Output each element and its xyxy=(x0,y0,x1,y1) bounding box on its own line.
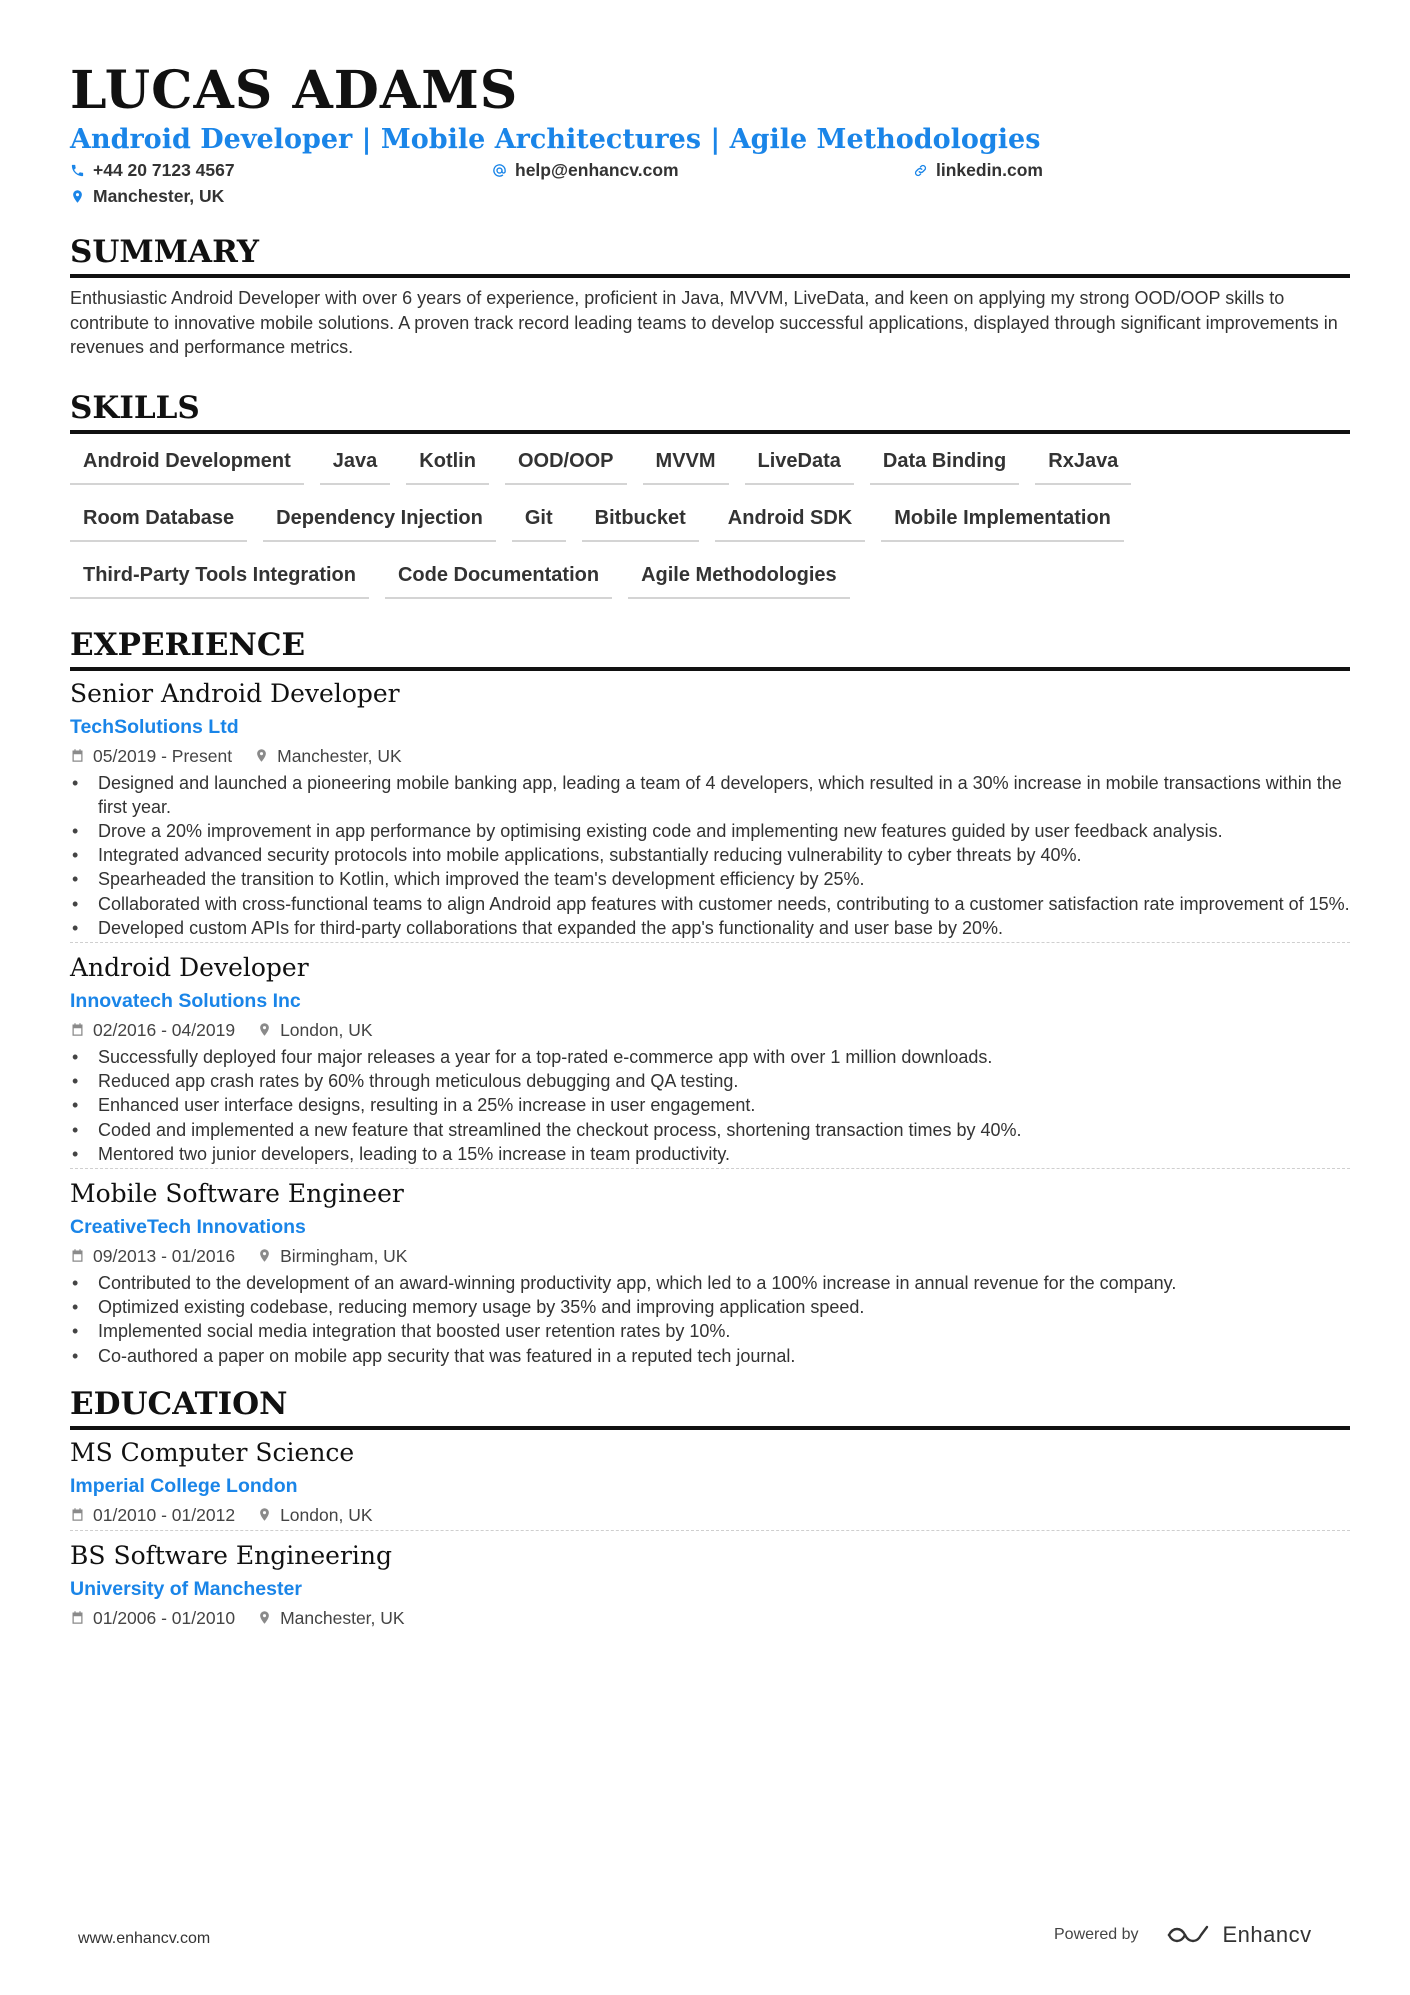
contact-location xyxy=(70,186,224,207)
candidate-title: Android Developer | Mobile Architectures | Agile Methodologies xyxy=(70,124,1041,155)
job-meta xyxy=(70,1017,1350,1043)
footer-branding xyxy=(1054,1922,1312,1948)
job-bullets xyxy=(70,1271,1350,1368)
map-pin-icon xyxy=(257,1610,272,1625)
job-dates: 05/2019 - Present xyxy=(93,745,233,766)
education-section xyxy=(70,1384,1350,1633)
education-school: University of Manchester xyxy=(70,1577,302,1600)
candidate-name: LUCAS ADAMS xyxy=(70,60,519,121)
education-entry xyxy=(70,1539,1350,1633)
education-location: Manchester, UK xyxy=(280,1607,405,1628)
experience-heading: EXPERIENCE xyxy=(70,625,1350,671)
summary-section xyxy=(70,232,1350,360)
calendar-icon xyxy=(70,1507,85,1522)
calendar-icon xyxy=(70,1022,85,1037)
education-location: London, UK xyxy=(280,1504,373,1525)
list-item: • Spearheaded the transition to Kotlin, which improved the team's development efficiency by 25%. xyxy=(70,867,1350,891)
list-item: • Contributed to the development of an award-winning productivity app, which led to a 100% increase in annual revenue for the company. xyxy=(70,1271,1350,1295)
calendar-icon xyxy=(70,1610,85,1625)
education-meta xyxy=(70,1502,1350,1528)
list-item: • Developed custom APIs for third-party collaborations that expanded the app's functionality and user base by 20%. xyxy=(70,916,1350,940)
job-role: Senior Android Developer xyxy=(70,678,400,708)
education-degree: BS Software Engineering xyxy=(70,1540,393,1570)
calendar-icon xyxy=(70,1248,85,1263)
job-meta xyxy=(70,743,1350,769)
list-item: • Reduced app crash rates by 60% through meticulous debugging and QA testing. xyxy=(70,1069,1350,1093)
list-item: • Drove a 20% improvement in app performance by optimising existing code and implementing new features guided by user feedback analysis. xyxy=(70,819,1350,843)
contact-info xyxy=(70,158,1350,212)
list-item: • Co-authored a paper on mobile app security that was featured in a reputed tech journal. xyxy=(70,1344,1350,1368)
contact-email[interactable] xyxy=(492,160,679,181)
enhancv-logo-icon xyxy=(1165,1922,1213,1948)
skill-tag: Java xyxy=(320,442,391,485)
job-location: Manchester, UK xyxy=(277,745,402,766)
contact-phone[interactable] xyxy=(70,160,235,181)
skill-tag: Data Binding xyxy=(870,442,1019,485)
education-heading: EDUCATION xyxy=(70,1384,1350,1430)
at-icon xyxy=(492,163,507,178)
skill-tag: Third-Party Tools Integration xyxy=(70,556,369,599)
skill-tag: MVVM xyxy=(643,442,729,485)
job-location: London, UK xyxy=(280,1019,373,1040)
resume xyxy=(70,60,1350,1641)
skill-tag: Android Development xyxy=(70,442,304,485)
list-item: • Successfully deployed four major releases a year for a top-rated e-commerce app with over 1 million downloads. xyxy=(70,1045,1350,1069)
list-item: • Mentored two junior developers, leading to a 15% increase in team productivity. xyxy=(70,1142,1350,1166)
job-company: CreativeTech Innovations xyxy=(70,1215,306,1238)
skill-tag: Mobile Implementation xyxy=(881,499,1124,542)
job-entry xyxy=(70,677,1350,943)
job-dates: 02/2016 - 04/2019 xyxy=(93,1019,236,1040)
education-meta xyxy=(70,1605,1350,1631)
skill-tag: LiveData xyxy=(745,442,854,485)
job-entry xyxy=(70,1177,1350,1370)
list-item: • Coded and implemented a new feature that streamlined the checkout process, shortening transaction times by 40%. xyxy=(70,1118,1350,1142)
job-meta xyxy=(70,1243,1350,1269)
skill-tag: RxJava xyxy=(1035,442,1131,485)
map-pin-icon xyxy=(257,1507,272,1522)
contact-linkedin[interactable] xyxy=(913,160,1043,181)
footer-website[interactable]: www.enhancv.com xyxy=(78,1930,211,1947)
powered-by-label: Powered by xyxy=(1054,1926,1139,1943)
calendar-icon xyxy=(70,748,85,763)
brand-name: Enhancv xyxy=(1222,1922,1312,1947)
list-item: • Integrated advanced security protocols into mobile applications, substantially reducing vulnerability to cyber threats by 40%. xyxy=(70,843,1350,867)
job-role: Mobile Software Engineer xyxy=(70,1178,404,1208)
summary-text: Enthusiastic Android Developer with over 6 years of experience, proficient in Java, MVVM, LiveData, and keen on applying my strong OOD/OOP skills to contribute to innovative mobile solutions. A proven track record leading teams to develop successful applications, displayed through significant improvements in revenues and performance metrics. xyxy=(70,288,1338,357)
list-item: • Optimized existing codebase, reducing memory usage by 35% and improving application speed. xyxy=(70,1295,1350,1319)
job-dates: 09/2013 - 01/2016 xyxy=(93,1245,236,1266)
education-entry xyxy=(70,1436,1350,1531)
skills-list xyxy=(70,442,1250,613)
job-role: Android Developer xyxy=(70,952,309,982)
experience-section xyxy=(70,625,1350,1370)
phone-number: +44 20 7123 4567 xyxy=(93,160,235,180)
map-pin-icon xyxy=(257,1248,272,1263)
map-pin-icon xyxy=(257,1022,272,1037)
linkedin-url: linkedin.com xyxy=(936,160,1043,180)
education-dates: 01/2006 - 01/2010 xyxy=(93,1607,236,1628)
list-item: • Collaborated with cross-functional teams to align Android app features with customer needs, contributing to a customer satisfaction rate improvement of 15%. xyxy=(70,892,1350,916)
email-address: help@enhancv.com xyxy=(515,160,679,180)
skill-tag: Code Documentation xyxy=(385,556,612,599)
link-icon xyxy=(913,163,928,178)
education-dates: 01/2010 - 01/2012 xyxy=(93,1504,236,1525)
skill-tag: OOD/OOP xyxy=(505,442,627,485)
skill-tag: Git xyxy=(512,499,566,542)
map-pin-icon xyxy=(254,748,269,763)
skill-tag: Agile Methodologies xyxy=(628,556,850,599)
job-bullets xyxy=(70,771,1350,940)
job-company: Innovatech Solutions Inc xyxy=(70,989,301,1012)
job-bullets xyxy=(70,1045,1350,1166)
skill-tag: Android SDK xyxy=(715,499,865,542)
job-entry xyxy=(70,951,1350,1169)
skills-section xyxy=(70,388,1350,613)
location-text: Manchester, UK xyxy=(93,186,225,206)
job-company: TechSolutions Ltd xyxy=(70,715,239,738)
summary-heading: SUMMARY xyxy=(70,232,1350,278)
education-degree: MS Computer Science xyxy=(70,1437,355,1467)
phone-icon xyxy=(70,163,85,178)
education-school: Imperial College London xyxy=(70,1474,298,1497)
map-pin-icon xyxy=(70,189,85,204)
skill-tag: Kotlin xyxy=(406,442,489,485)
skill-tag: Dependency Injection xyxy=(263,499,496,542)
job-location: Birmingham, UK xyxy=(280,1245,408,1266)
skills-heading: SKILLS xyxy=(70,388,1350,434)
list-item: • Designed and launched a pioneering mobile banking app, leading a team of 4 developers, which resulted in a 30% increase in mobile transactions within the first year. xyxy=(70,771,1350,819)
list-item: • Enhanced user interface designs, resulting in a 25% increase in user engagement. xyxy=(70,1093,1350,1117)
skill-tag: Room Database xyxy=(70,499,247,542)
list-item: • Implemented social media integration that boosted user retention rates by 10%. xyxy=(70,1319,1350,1343)
skill-tag: Bitbucket xyxy=(582,499,699,542)
